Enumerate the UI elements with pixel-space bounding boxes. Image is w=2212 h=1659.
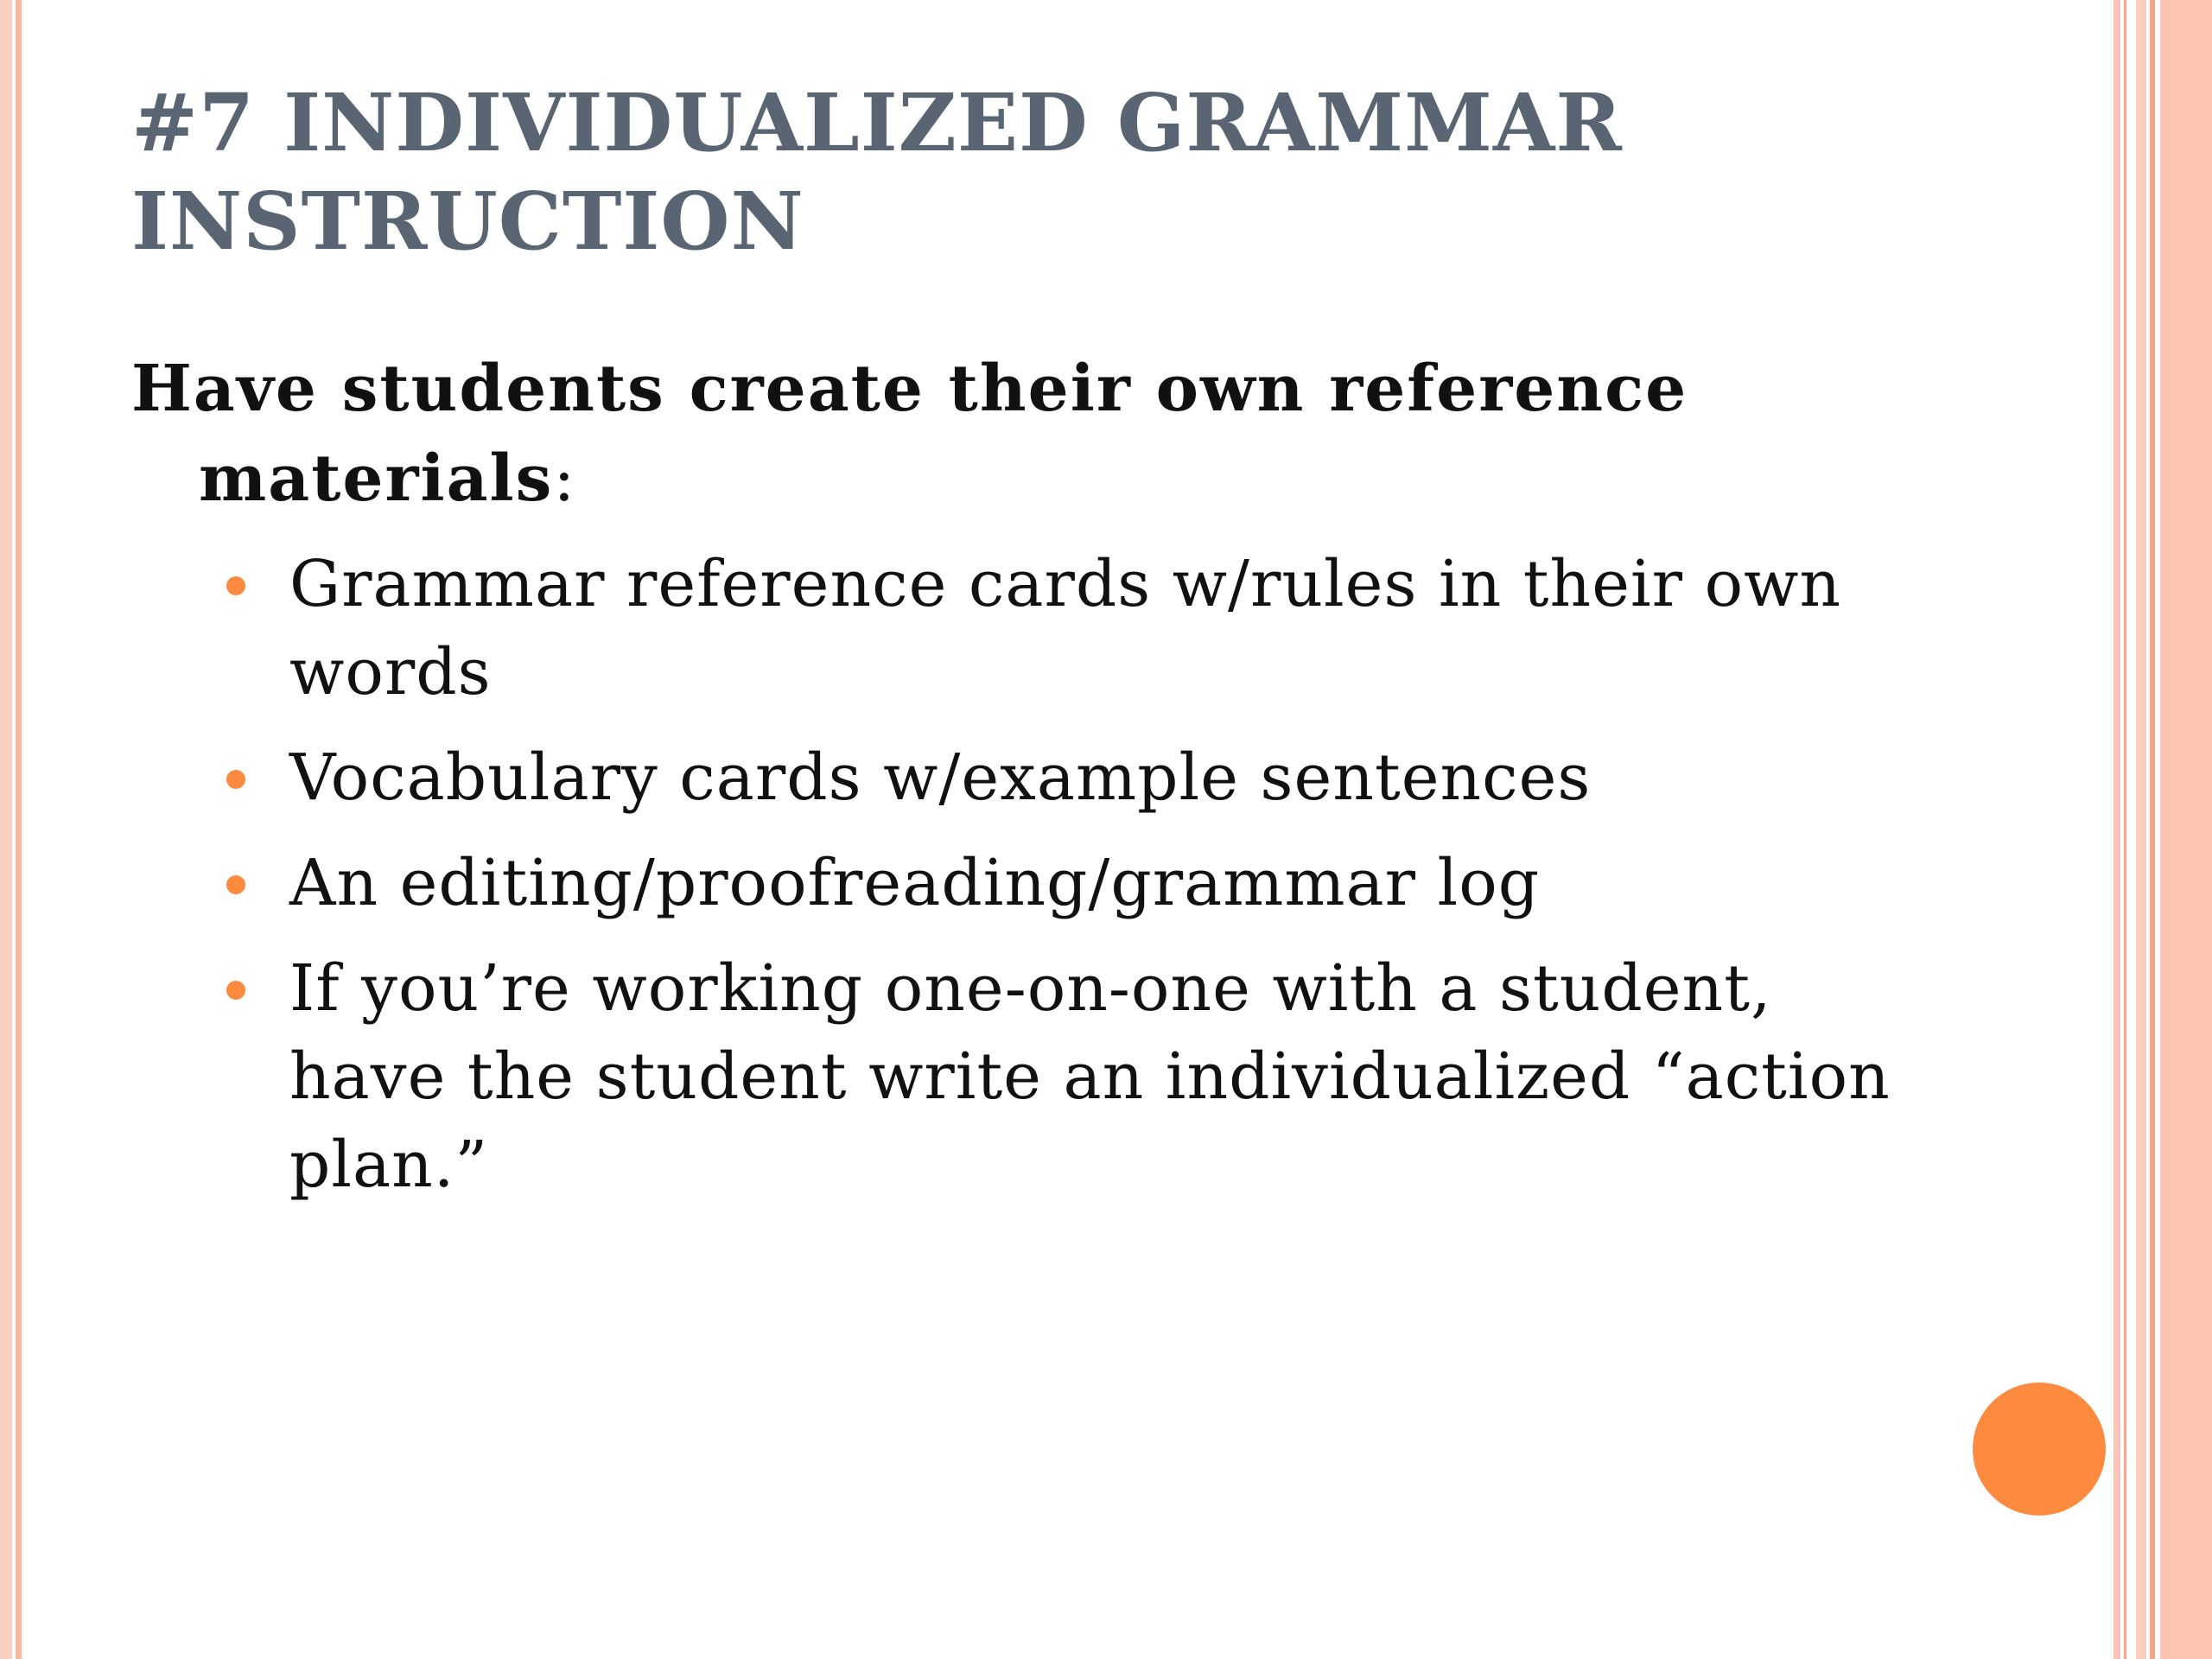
bullet-text: An editing/proofreading/grammar log bbox=[289, 846, 1541, 920]
bullet-dot-icon bbox=[226, 981, 245, 1000]
decorative-circle-icon bbox=[1973, 1382, 2106, 1516]
title-line-2: INSTRUCTION bbox=[131, 175, 804, 268]
bullet-dot-icon bbox=[226, 576, 245, 595]
bullet-item bbox=[216, 839, 1944, 927]
left-border-stripe-inner bbox=[16, 0, 22, 1659]
bullet-item bbox=[216, 734, 1944, 822]
bullet-text: Vocabulary cards w/example sentences bbox=[289, 741, 1592, 815]
bullet-text: Grammar reference cards w/rules in their own words bbox=[289, 547, 1842, 709]
bullet-item bbox=[216, 944, 1944, 1209]
bullet-item bbox=[216, 540, 1944, 716]
title-line-1: #7 INDIVIDUALIZED GRAMMAR bbox=[131, 76, 1623, 169]
right-border-stripe bbox=[2124, 0, 2126, 1659]
right-border-stripe bbox=[2136, 0, 2146, 1659]
bullet-text: If you’re working one-on-one with a student, have the student write an individualized “action plan.” bbox=[289, 951, 1891, 1202]
right-border-stripe bbox=[2150, 0, 2155, 1659]
bullet-dot-icon bbox=[226, 770, 245, 789]
right-border-stripe bbox=[2113, 0, 2120, 1659]
right-border-band bbox=[2160, 0, 2212, 1659]
bullet-list bbox=[216, 540, 1944, 1226]
lead-paragraph bbox=[131, 344, 1996, 524]
lead-text: Have students create their own reference materials bbox=[131, 352, 1688, 516]
left-border-stripe bbox=[0, 0, 12, 1659]
lead-colon: : bbox=[553, 442, 577, 516]
bullet-dot-icon bbox=[226, 875, 245, 894]
slide-title bbox=[131, 73, 2032, 270]
